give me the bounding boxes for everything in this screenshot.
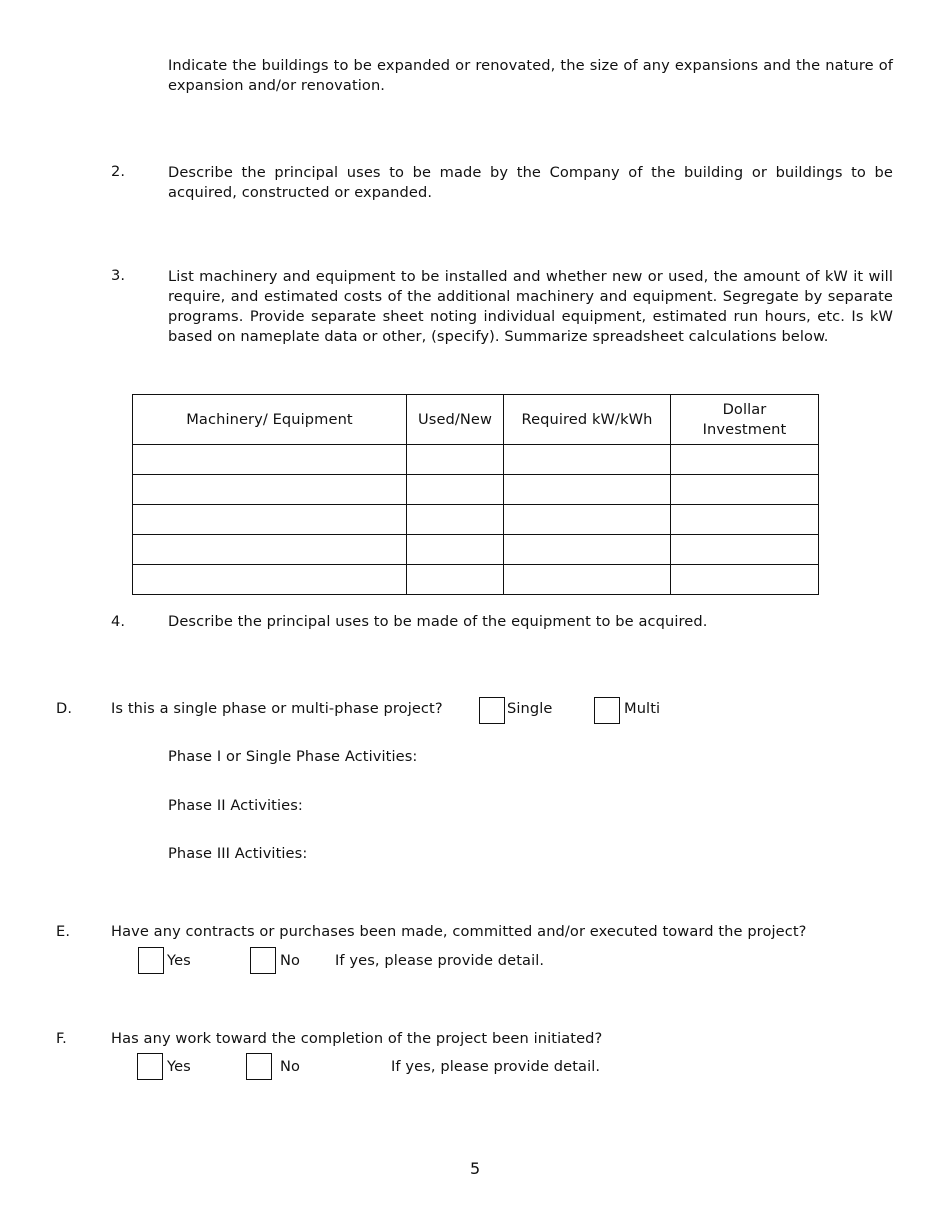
no-label: No — [280, 952, 301, 969]
cell[interactable] — [133, 535, 407, 565]
cell[interactable] — [504, 445, 671, 475]
col-header: Machinery/ Equipment — [133, 395, 407, 445]
cell[interactable] — [133, 505, 407, 535]
section-question: Have any contracts or purchases been made, committed and/or executed toward the project? — [111, 923, 807, 940]
section-letter: F. — [56, 1030, 67, 1047]
item-number: 4. — [111, 613, 126, 630]
single-label: Single — [507, 700, 553, 717]
yes-checkbox[interactable] — [137, 1053, 163, 1080]
item-number: 3. — [111, 267, 126, 284]
cell[interactable] — [504, 565, 671, 595]
cell[interactable] — [671, 505, 819, 535]
cell[interactable] — [671, 475, 819, 505]
cell[interactable] — [133, 475, 407, 505]
detail-note: If yes, please provide detail. — [391, 1058, 601, 1075]
detail-note: If yes, please provide detail. — [335, 952, 545, 969]
intro-paragraph: Indicate the buildings to be expanded or renovated, the size of any expansions and the nature of expansion and/or renovation. — [168, 57, 893, 94]
cell[interactable] — [504, 505, 671, 535]
cell[interactable] — [504, 535, 671, 565]
col-header: Used/New — [407, 395, 504, 445]
item-number: 2. — [111, 163, 126, 180]
no-checkbox[interactable] — [246, 1053, 272, 1080]
cell[interactable] — [671, 565, 819, 595]
yes-label: Yes — [167, 1058, 191, 1075]
phase3-label: Phase III Activities: — [168, 845, 308, 862]
cell[interactable] — [133, 445, 407, 475]
phase1-label: Phase I or Single Phase Activities: — [168, 748, 418, 765]
table-row — [133, 535, 819, 565]
section-question: Has any work toward the completion of the project been initiated? — [111, 1030, 603, 1047]
multi-checkbox[interactable] — [594, 697, 620, 724]
yes-label: Yes — [167, 952, 191, 969]
section-letter: D. — [56, 700, 73, 717]
cell[interactable] — [671, 445, 819, 475]
single-checkbox[interactable] — [479, 697, 505, 724]
col-header: Dollar Investment — [671, 395, 819, 445]
cell[interactable] — [407, 445, 504, 475]
cell[interactable] — [133, 565, 407, 595]
item-text: Describe the principal uses to be made by the Company of the building or buildings to be acquired, constructed or expanded. — [168, 164, 893, 201]
table-row — [133, 565, 819, 595]
cell[interactable] — [504, 475, 671, 505]
no-label: No — [280, 1058, 301, 1075]
cell[interactable] — [407, 565, 504, 595]
section-question: Is this a single phase or multi-phase project? — [111, 700, 443, 717]
section-letter: E. — [56, 923, 71, 940]
item-text: List machinery and equipment to be installed and whether new or used, the amount of kW it will require, and estimated costs of the additional machinery and equipment. Segregate by separate programs. Provide separate sheet noting individual equipment, estimated run hours, etc. Is kW based on nameplate data or other, (specify). Summarize spreadsheet calculations below. — [168, 268, 893, 345]
cell[interactable] — [407, 475, 504, 505]
multi-label: Multi — [624, 700, 661, 717]
col-header: Required kW/kWh — [504, 395, 671, 445]
table-row — [133, 445, 819, 475]
equipment-table — [132, 394, 819, 595]
table-row — [133, 475, 819, 505]
table-header-row — [133, 395, 819, 445]
cell[interactable] — [671, 535, 819, 565]
yes-checkbox[interactable] — [138, 947, 164, 974]
phase2-label: Phase II Activities: — [168, 797, 303, 814]
table-row — [133, 505, 819, 535]
no-checkbox[interactable] — [250, 947, 276, 974]
page-number: 5 — [470, 1159, 481, 1178]
cell[interactable] — [407, 505, 504, 535]
item-text: Describe the principal uses to be made of the equipment to be acquired. — [168, 613, 708, 630]
cell[interactable] — [407, 535, 504, 565]
